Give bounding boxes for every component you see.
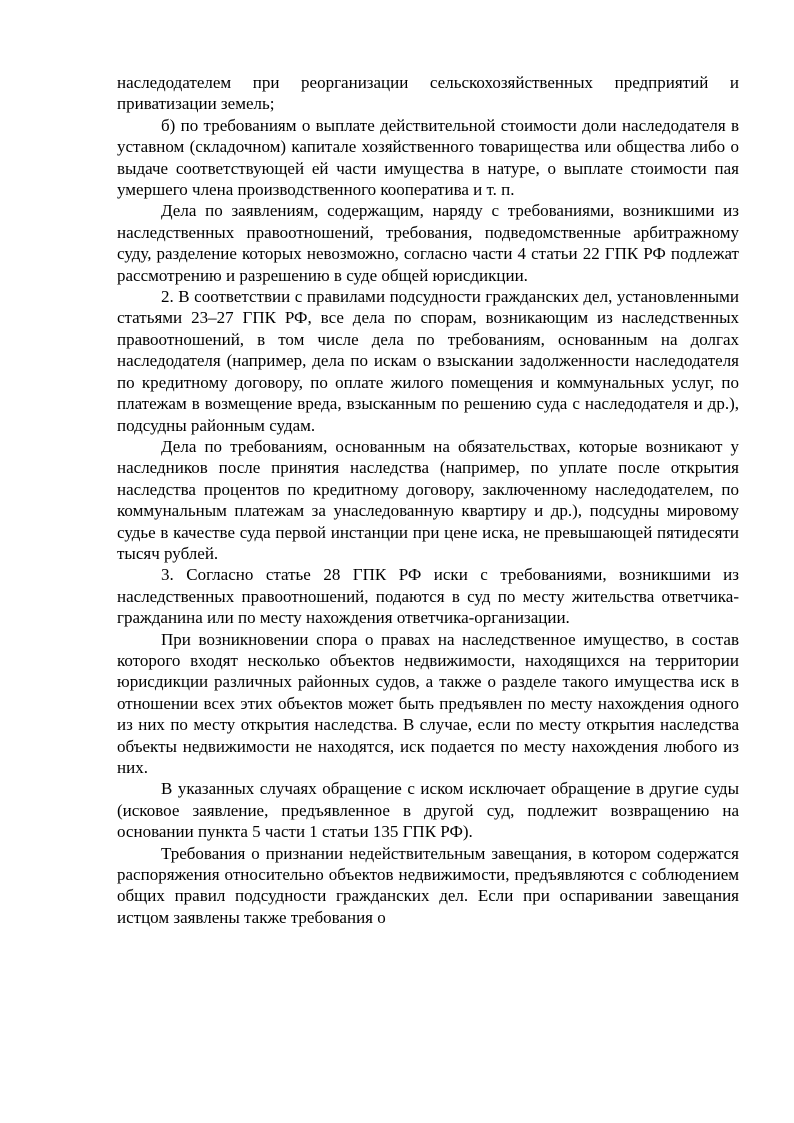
paragraph-other-courts: В указанных случаях обращение с иском исключает обращение в другие суды (исковое заявление, предъявленное в другой суд, подлежит возвращению на основании пункта 5 части 1 статьи 135 ГПК РФ). — [117, 779, 739, 842]
paragraph-item-b: б) по требованиям о выплате действительной стоимости доли наследодателя в уставном (складочном) капитале хозяйственного товарищества или общества либо о выдаче соответствующей ей части имущества в натуре, о выплате стоимости пая умершего члена производственного кооператива и т. п. — [117, 115, 739, 200]
document-page — [117, 72, 739, 928]
paragraph-section-2: 2. В соответствии с правилами подсудности гражданских дел, установленными статьями 23–27 ГПК РФ, все дела по спорам, возникающим из наследственных правоотношений, в том числе дела по требованиям, основанным на долгах наследодателя (например, дела по искам о взыскании задолженности наследодателя по кредитному договору, по оплате жилого помещения и коммунальных услуг, по платежам в возмещение вреда, взысканным по решению суда с наследодателя и др.), подсудны районным судам. — [117, 287, 739, 435]
paragraph-section-3: 3. Согласно статье 28 ГПК РФ иски с требованиями, возникшими из наследственных правоотношений, подаются в суд по месту жительства ответчика-гражданина или по месту нахождения ответчика-организации. — [117, 565, 739, 628]
paragraph-magistrate: Дела по требованиям, основанным на обязательствах, которые возникают у наследников после принятия наследства (например, по уплате после открытия наследства процентов по кредитному договору, заключенному наследодателем, по коммунальным платежам за унаследованную квартиру и др.), подсудны мировому судье в качестве суда первой инстанции при цене иска, не превышающей пятидесяти тысяч рублей. — [117, 436, 739, 563]
paragraph-continuation: наследодателем при реорганизации сельскохозяйственных предприятий и приватизации земель; — [117, 73, 739, 114]
paragraph-mixed-claims: Дела по заявлениям, содержащим, наряду с требованиями, возникшими из наследственных правоотношений, требования, подведомственные арбитражному суду, разделение которых невозможно, согласно части 4 статьи 22 ГПК РФ подлежат рассмотрению и разрешению в суде общей юрисдикции. — [117, 201, 739, 285]
paragraph-real-estate: При возникновении спора о правах на наследственное имущество, в состав которого входят несколько объектов недвижимости, находящихся на территории юрисдикции различных районных судов, а также о разделе такого имущества иск в отношении всех этих объектов может быть предъявлен по месту нахождения одного из них по месту открытия наследства. В случае, если по месту открытия наследства объекты недвижимости не находятся, иск подается по месту нахождения любого из них. — [117, 629, 739, 777]
paragraph-will-invalidation: Требования о признании недействительным завещания, в котором содержатся распоряжения относительно объектов недвижимости, предъявляются с соблюдением общих правил подсудности гражданских дел. Если при оспаривании завещания истцом заявлены также требования о — [117, 843, 739, 927]
